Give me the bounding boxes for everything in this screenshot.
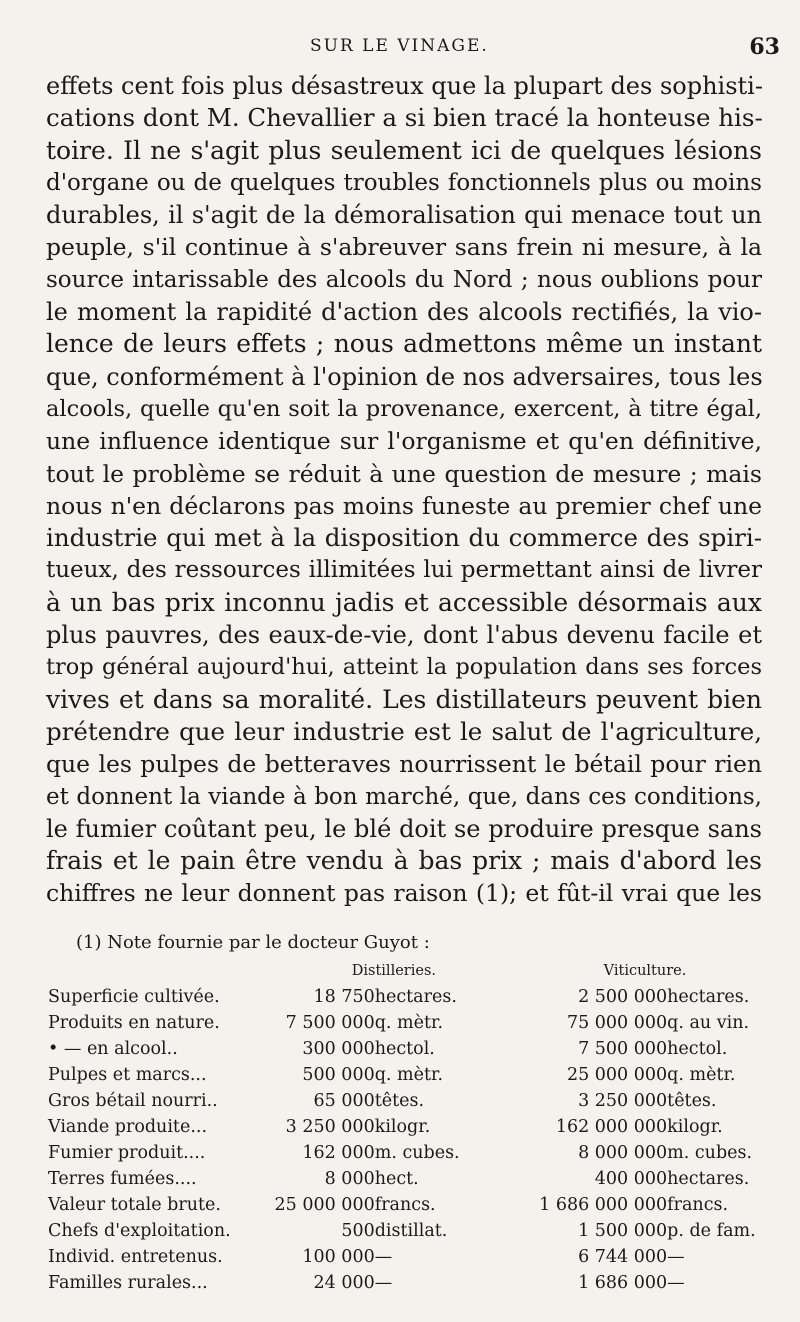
text-line: source intarissable des alcools du Nord ; nous oublions pour: [46, 266, 762, 293]
distilleries-unit: —: [374, 1273, 393, 1293]
viticulture-unit: m. cubes.: [667, 1143, 753, 1163]
text-line: cations dont M. Chevallier a si bien tracé la honteuse his-: [46, 103, 763, 133]
text-line: plus pauvres, des eaux-de-vie, dont l'abus devenu facile et: [46, 621, 762, 650]
table-row: [48, 1244, 764, 1270]
text-line: prétendre que leur industrie est le salut de l'agriculture,: [46, 716, 762, 746]
row-label: • — en alcool..: [48, 1039, 178, 1059]
text-line: lence de leurs effets ; nous admettons même un instant: [46, 329, 762, 359]
text-line: effets cent fois plus désastreux que la plupart des sophisti-: [46, 72, 763, 100]
text-line: le moment la rapidité d'action des alcools rectifiés, la vio-: [46, 298, 762, 327]
distilleries-unit: hectares.: [374, 987, 457, 1007]
text-line: trop général aujourd'hui, atteint la population dans ses forces: [46, 654, 762, 681]
body-text: [46, 70, 762, 910]
text-line: nous n'en déclarons pas moins funeste au premier chef une: [46, 491, 762, 520]
text-line: durables, il s'agit de la démoralisation qui menace tout un: [46, 201, 762, 230]
viticulture-value: 162 000 000: [555, 1117, 668, 1137]
distilleries-unit: hect.: [374, 1169, 419, 1189]
text-line: une influence identique sur l'organisme et qu'en définitive,: [46, 427, 762, 456]
viticulture-unit: —: [667, 1247, 685, 1267]
viticulture-unit: —: [667, 1273, 685, 1293]
table-row: [48, 1140, 764, 1166]
distilleries-value: 25 000 000: [274, 1195, 375, 1215]
viticulture-value: 7 500 000: [578, 1039, 668, 1059]
distilleries-unit: q. mètr.: [374, 1013, 444, 1033]
distilleries-value: 24 000: [313, 1273, 375, 1293]
text-line: toire. Il ne s'agit plus seulement ici de quelques lésions: [46, 135, 762, 165]
viticulture-value: 3 250 000: [578, 1091, 668, 1111]
table-header-row: [48, 958, 764, 984]
table-row: [48, 1088, 764, 1114]
distilleries-unit: —: [374, 1247, 393, 1267]
table-row: [48, 1010, 764, 1036]
viticulture-value: 1 686 000: [578, 1273, 668, 1293]
row-label: Superficie cultivée.: [48, 987, 220, 1007]
viticulture-unit: hectol.: [667, 1039, 728, 1059]
text-line: le fumier coûtant peu, le blé doit se produire presque sans: [46, 814, 762, 843]
distilleries-unit: têtes.: [374, 1091, 425, 1111]
distilleries-unit: kilogr.: [374, 1117, 431, 1137]
distilleries-value: 162 000: [302, 1143, 375, 1163]
row-label: Valeur totale brute.: [48, 1195, 221, 1215]
column-header-viticulture: Viticulture.: [603, 963, 687, 979]
table-row: [48, 1062, 764, 1088]
row-label: Viande produite...: [48, 1117, 208, 1137]
text-line: industrie qui met à la disposition du commerce des spiri-: [46, 523, 762, 553]
row-label: Pulpes et marcs...: [48, 1065, 207, 1085]
text-line: frais et le pain être vendu à bas prix ; mais d'abord les: [46, 846, 762, 876]
table-row: [48, 1114, 764, 1140]
viticulture-value: 400 000: [594, 1169, 668, 1189]
text-line: tout le problème se réduit à une question de mesure ; mais: [46, 459, 762, 488]
distilleries-value: 100 000: [302, 1247, 375, 1267]
text-line: que, conformément à l'opinion de nos adversaires, tous les: [46, 362, 763, 391]
row-label: Individ. entretenus.: [48, 1247, 223, 1267]
row-label: Terres fumées....: [48, 1169, 197, 1189]
table-row: [48, 1192, 764, 1218]
viticulture-value: 1 500 000: [578, 1221, 668, 1241]
table-row: [48, 1270, 764, 1296]
viticulture-value: 2 500 000: [578, 987, 668, 1007]
distilleries-value: 18 750: [313, 987, 375, 1007]
text-line: tueux, des ressources illimitées lui permettant ainsi de livrer: [46, 557, 762, 584]
running-head: [0, 34, 800, 64]
text-line: alcools, quelle qu'en soit la provenance, exercent, à titre égal,: [46, 395, 762, 422]
row-label: Produits en nature.: [48, 1013, 220, 1033]
distilleries-value: 3 250 000: [285, 1117, 375, 1137]
viticulture-unit: hectares.: [667, 1169, 750, 1189]
viticulture-unit: q. au vin.: [667, 1013, 750, 1033]
column-header-distilleries: Distilleries.: [351, 963, 436, 979]
viticulture-value: 25 000 000: [566, 1065, 668, 1085]
distilleries-value: 300 000: [302, 1039, 375, 1059]
footnote-intro: (1) Note fournie par le docteur Guyot :: [76, 932, 430, 953]
distilleries-value: 7 500 000: [285, 1013, 375, 1033]
distilleries-value: 500 000: [302, 1065, 375, 1085]
row-label: Fumier produit....: [48, 1143, 206, 1163]
table-row: [48, 1218, 764, 1244]
page-number: 63: [749, 34, 780, 60]
table-row: [48, 984, 764, 1010]
distilleries-unit: hectol.: [374, 1039, 435, 1059]
row-label: Chefs d'exploitation.: [48, 1221, 231, 1241]
row-label: Gros bétail nourri..: [48, 1091, 218, 1111]
distilleries-value: 65 000: [313, 1091, 375, 1111]
table-row: [48, 1166, 764, 1192]
text-line: peuple, s'il continue à s'abreuver sans frein ni mesure, à la: [46, 233, 762, 262]
footnote-table: [48, 958, 764, 1296]
viticulture-value: 6 744 000: [578, 1247, 668, 1267]
viticulture-value: 1 686 000 000: [539, 1195, 668, 1215]
table-row: [48, 1036, 764, 1062]
viticulture-unit: têtes.: [667, 1091, 717, 1111]
running-title: SUR LE VINAGE.: [310, 36, 489, 56]
distilleries-unit: q. mètr.: [374, 1065, 444, 1085]
viticulture-unit: q. mètr.: [667, 1065, 736, 1085]
text-line: que les pulpes de betteraves nourrissent le bétail pour rien: [46, 750, 762, 779]
text-line: vives et dans sa moralité. Les distillateurs peuvent bien: [46, 684, 762, 714]
viticulture-value: 8 000 000: [578, 1143, 668, 1163]
distilleries-value: 500: [341, 1221, 375, 1241]
distilleries-unit: francs.: [374, 1195, 436, 1215]
text-line: chiffres ne leur donnent pas raison (1); et fût-il vrai que les: [46, 879, 762, 908]
viticulture-value: 75 000 000: [566, 1013, 668, 1033]
viticulture-unit: kilogr.: [667, 1117, 723, 1137]
text-line: d'organe ou de quelques troubles fonctionnels plus ou moins: [46, 169, 762, 196]
viticulture-unit: hectares.: [667, 987, 750, 1007]
distilleries-unit: m. cubes.: [374, 1143, 460, 1163]
text-line: à un bas prix inconnu jadis et accessible désormais aux: [46, 587, 762, 617]
viticulture-unit: francs.: [667, 1195, 729, 1215]
footnote: [48, 930, 764, 1296]
row-label: Familles rurales...: [48, 1273, 208, 1293]
text-line: et donnent la viande à bon marché, que, dans ces conditions,: [46, 783, 762, 810]
distilleries-unit: distillat.: [374, 1221, 448, 1241]
distilleries-value: 8 000: [324, 1169, 375, 1189]
viticulture-unit: p. de fam.: [667, 1221, 756, 1241]
